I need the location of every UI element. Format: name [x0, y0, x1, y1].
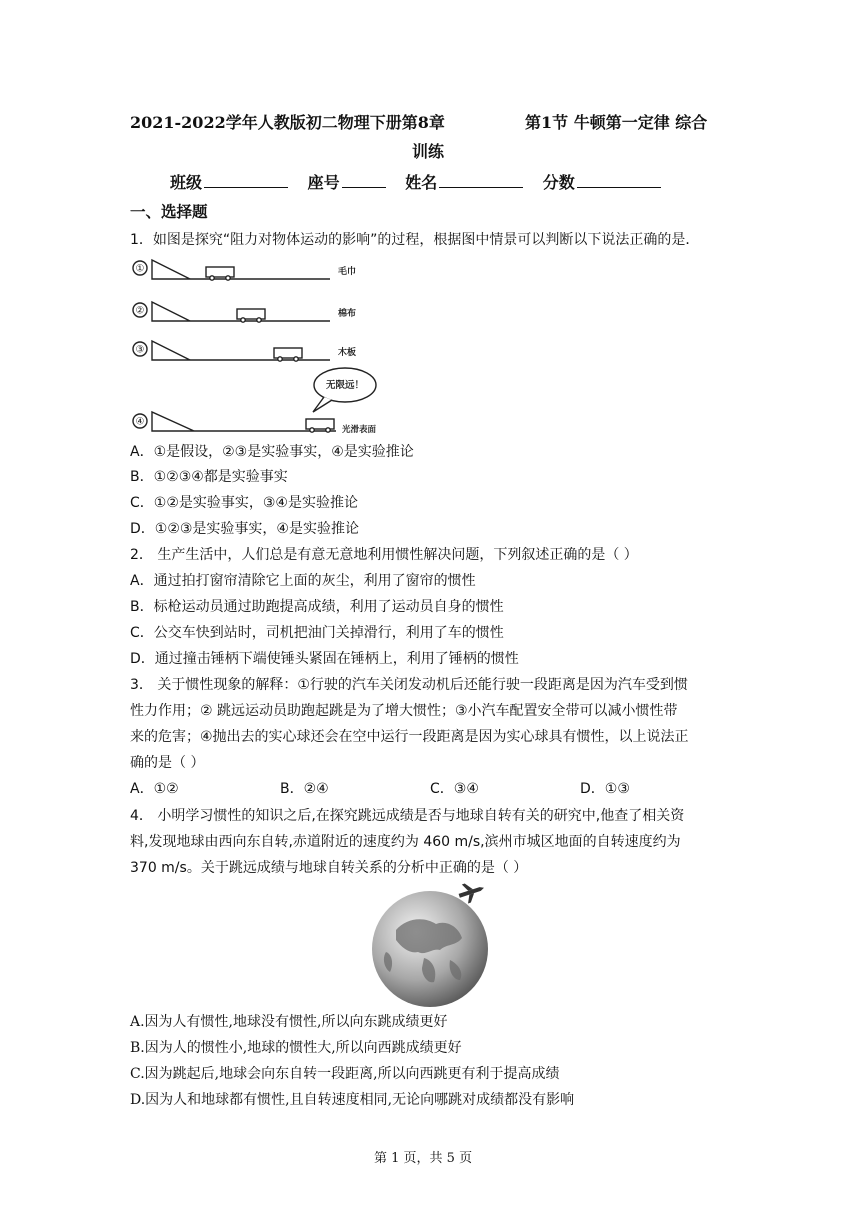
fig-row4-ramp — [152, 412, 194, 431]
q4-option-a: A.因为人有惯性,地球没有惯性,所以向东跳成绩更好 — [130, 1014, 448, 1030]
q4-option-d: D.因为人和地球都有惯性,且自转速度相同,无论向哪跳对成绩都没有影响 — [130, 1092, 575, 1108]
fig-row1-cart — [206, 267, 234, 277]
q2-option-a: A．通过拍打窗帘清除它上面的灰尘，利用了窗帘的惯性 — [130, 573, 476, 589]
header-fields — [170, 170, 661, 193]
page-footer: 第 1 页，共 5 页 — [374, 1151, 473, 1166]
fig-surface-towel: 毛巾 — [338, 267, 357, 277]
title-line1-left: 2021-2022学年人教版初二物理下册第8章 — [130, 113, 445, 132]
q4-option-b: B.因为人的惯性小,地球的惯性大,所以向西跳成绩更好 — [130, 1040, 462, 1056]
name-label: 姓名 — [405, 173, 438, 192]
section-title: 一、选择题 — [130, 203, 208, 221]
fig-row1-ramp — [152, 260, 190, 279]
fig-label-3: ③ — [135, 344, 145, 356]
q1-option-d: D．①②③是实验事实，④是实验推论 — [130, 521, 359, 537]
q3-option-d: D．①③ — [580, 781, 630, 797]
q1-option-b: B．①②③④都是实验事实 — [130, 469, 288, 485]
score-blank[interactable] — [577, 172, 661, 188]
seat-blank[interactable] — [342, 172, 386, 188]
q4-globe-figure — [366, 880, 496, 1010]
name-blank[interactable] — [439, 172, 523, 188]
fig-surface-wood: 木板 — [338, 348, 357, 358]
fig-surface-smooth: 光滑表面 — [342, 425, 377, 435]
fig-bubble-text: 无限远！ — [325, 380, 365, 391]
score-label: 分数 — [542, 173, 575, 192]
q1-option-a: A．①是假设，②③是实验事实，④是实验推论 — [130, 444, 414, 460]
q2-option-d: D．通过撞击锤柄下端使锤头紧固在锤柄上，利用了锤柄的惯性 — [130, 651, 519, 667]
fig-row3-ramp — [152, 341, 190, 360]
q3-option-c: C．③④ — [430, 781, 479, 797]
seat-label: 座号 — [307, 173, 340, 192]
fig-label-1: ① — [135, 263, 145, 275]
fig-row2-cart — [237, 309, 265, 319]
q4-line1: 4． 小明学习惯性的知识之后,在探究跳远成绩是否与地球自转有关的研究中,他查了相关资 — [130, 808, 685, 824]
q3-line1: 3． 关于惯性现象的解释：①行驶的汽车关闭发动机后还能行驶一段距离是因为汽车受到惯 — [130, 677, 688, 693]
q4-line3: 370 m/s。关于跳远成绩与地球自转关系的分析中正确的是（ ） — [130, 860, 528, 876]
title-line2: 训练 — [412, 142, 445, 161]
q4-option-c: C.因为跳起后,地球会向东自转一段距离,所以向西跳更有利于提高成绩 — [130, 1066, 560, 1082]
q2-stem: 2． 生产生活中，人们总是有意无意地利用惯性解决问题，下列叙述正确的是（ ） — [130, 547, 638, 563]
q4-line2: 料,发现地球由西向东自转,赤道附近的速度约为 460 m/s,滨州市城区地面的自转速度约为 — [130, 834, 681, 850]
q3-line2: 性力作用；② 跳远运动员助跑起跳是为了增大惯性；③小汽车配置安全带可以减小惯性带 — [130, 703, 678, 719]
fig-row2-ramp — [152, 302, 190, 321]
q3-option-b: B．②④ — [280, 781, 329, 797]
title-line1-right: 第1节 牛顿第一定律 综合 — [525, 113, 708, 132]
q3-line3: 来的危害；④抛出去的实心球还会在空中运行一段距离是因为实心球具有惯性，以上说法正 — [130, 729, 689, 745]
q3-line4: 确的是（ ） — [130, 755, 205, 771]
class-blank[interactable] — [204, 172, 288, 188]
q2-option-c: C．公交车快到站时，司机把油门关掉滑行，利用了车的惯性 — [130, 625, 504, 641]
class-label: 班级 — [170, 173, 203, 192]
fig-label-4: ④ — [135, 416, 145, 428]
q1-figure — [130, 254, 377, 440]
q3-option-a: A．①② — [130, 781, 179, 797]
fig-row3-cart — [274, 348, 302, 358]
fig-row4-cart — [306, 419, 334, 429]
fig-label-2: ② — [135, 305, 145, 317]
q1-stem: 1．如图是探究“阻力对物体运动的影响”的过程，根据图中情景可以判断以下说法正确的是． — [130, 232, 700, 248]
q1-option-c: C．①②是实验事实，③④是实验推论 — [130, 495, 358, 511]
q2-option-b: B．标枪运动员通过助跑提高成绩，利用了运动员自身的惯性 — [130, 599, 504, 615]
fig-surface-cotton: 棉布 — [338, 309, 357, 319]
